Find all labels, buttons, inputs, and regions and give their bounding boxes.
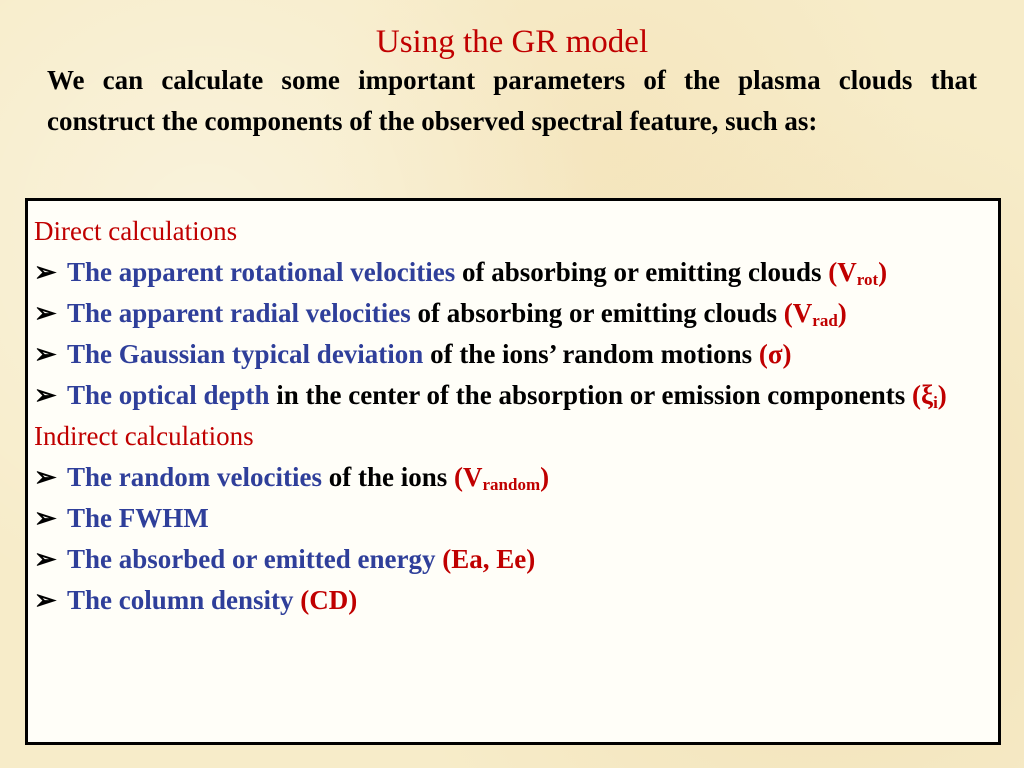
list-item bbox=[34, 580, 991, 621]
item-term: The random velocities bbox=[67, 462, 322, 492]
item-symbol: $(V_{rad})$ bbox=[783, 298, 847, 330]
item-symbol: (Ea, Ee) bbox=[442, 544, 536, 574]
indirect-heading: Indirect calculations bbox=[34, 421, 254, 451]
item-symbol: $(V_{random})$ bbox=[454, 462, 550, 494]
list-item bbox=[34, 375, 991, 416]
list-item bbox=[34, 252, 991, 293]
arrow-bullet-icon: ➢ bbox=[34, 298, 57, 328]
item-symbol: $(\xi_i)$ bbox=[912, 380, 947, 412]
arrow-bullet-icon: ➢ bbox=[34, 544, 57, 574]
arrow-bullet-icon: ➢ bbox=[34, 585, 57, 615]
list-item bbox=[34, 293, 991, 334]
item-term: The column density bbox=[67, 585, 294, 615]
item-term: The Gaussian typical deviation bbox=[67, 339, 424, 369]
item-term: The apparent rotational velocities bbox=[67, 257, 456, 287]
arrow-bullet-icon: ➢ bbox=[34, 380, 57, 410]
item-text: of absorbing or emitting clouds bbox=[455, 257, 829, 287]
arrow-bullet-icon: ➢ bbox=[34, 257, 57, 287]
item-text: of the ions bbox=[321, 462, 454, 492]
item-symbol: (σ) bbox=[758, 339, 792, 369]
list-item bbox=[34, 334, 991, 375]
parameters-box bbox=[25, 198, 1001, 745]
list-item bbox=[34, 457, 991, 498]
item-term: The FWHM bbox=[67, 503, 209, 533]
item-symbol: (CD) bbox=[300, 585, 358, 615]
arrow-bullet-icon: ➢ bbox=[34, 503, 57, 533]
item-text: of the ions’ random motions bbox=[423, 339, 759, 369]
item-symbol: $(V_{rot})$ bbox=[828, 257, 888, 289]
item-term: The absorbed or emitted energy bbox=[67, 544, 436, 574]
slide-title: Using the GR model bbox=[375, 24, 649, 60]
list-item bbox=[34, 539, 991, 580]
arrow-bullet-icon: ➢ bbox=[34, 339, 57, 369]
list-item bbox=[34, 498, 991, 539]
intro-paragraph: We can calculate some important parameters of the plasma clouds that construct the components of the observed spectral feature, such as: bbox=[47, 65, 977, 136]
item-text: in the center of the absorption or emission components bbox=[269, 380, 913, 410]
item-term: The apparent radial velocities bbox=[67, 298, 411, 328]
arrow-bullet-icon: ➢ bbox=[34, 462, 57, 492]
direct-heading: Direct calculations bbox=[34, 216, 238, 246]
item-text: of absorbing or emitting clouds bbox=[410, 298, 784, 328]
item-term: The optical depth bbox=[67, 380, 270, 410]
